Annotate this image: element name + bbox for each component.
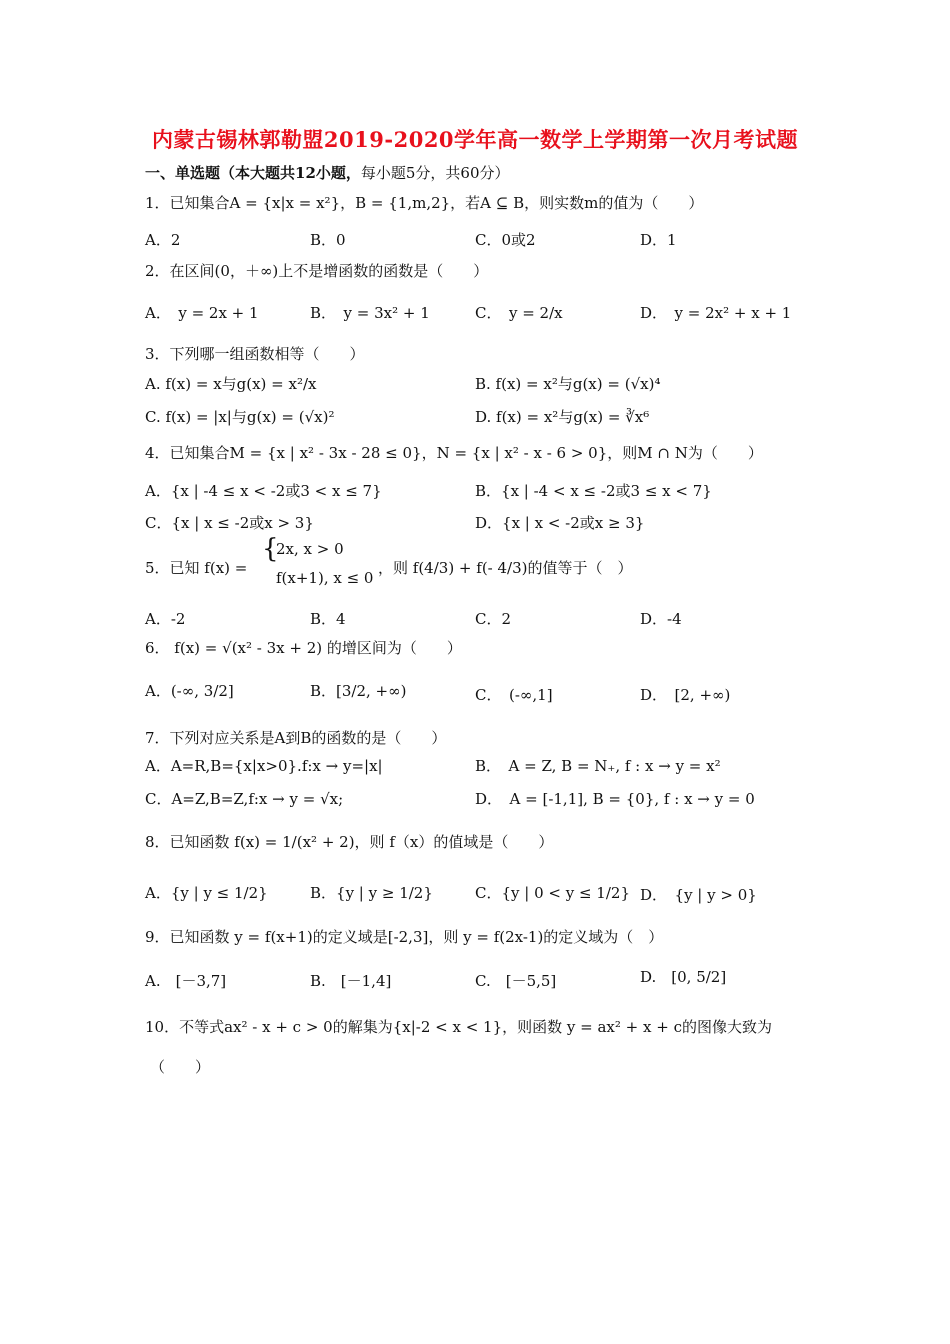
q9-option-d: D. [0, 5/2]	[640, 968, 727, 986]
q8-option-a: A．{y | y ≤ 1/2}	[145, 884, 268, 902]
question-10: 10．不等式ax² - x + c > 0的解集为{x|-2 < x < 1}，则函数 y = ax² + x + c的图像大致为	[145, 1018, 772, 1036]
section-heading	[145, 162, 510, 183]
question-8: 8．已知函数 f(x) = 1/(x² + 2)，则 f（x）的值域是（ ）	[145, 833, 554, 851]
q3-option-a: A. f(x) = x与g(x) = x²/x	[145, 375, 317, 393]
q1-option-c: C．0或2	[475, 231, 536, 249]
q5-piece-2: f(x+1), x ≤ 0	[276, 569, 374, 587]
q7-option-c: C．A=Z,B=Z,f:x → y = √x;	[145, 790, 344, 808]
q5-option-d: D．-4	[640, 610, 682, 628]
section-note-2: 每小题5分，共60分）	[360, 164, 510, 182]
q5-brace: {	[262, 534, 279, 564]
question-6: 6． f(x) = √(x² - 3x + 2) 的增区间为（ ）	[145, 639, 462, 657]
q5-option-c: C．2	[475, 610, 512, 628]
q9-option-b: B. [－1,4]	[310, 972, 392, 990]
q4-option-a: A．{x | -4 ≤ x < -2或3 < x ≤ 7}	[145, 482, 382, 500]
q6-option-b: B．[3/2, +∞)	[310, 682, 407, 700]
q2-option-d: D． y = 2x² + x + 1	[640, 304, 792, 322]
q6-option-a: A．(-∞, 3/2]	[145, 682, 234, 700]
q3-option-c: C. f(x) = |x|与g(x) = (√x)²	[145, 408, 335, 426]
q1-option-b: B．0	[310, 231, 346, 249]
q1-option-a: A．2	[145, 231, 181, 249]
section-title: 一、单选题	[145, 164, 221, 182]
q5-stem-start: 5．已知 f(x) =	[145, 559, 248, 577]
q6-option-c: C． (-∞,1]	[475, 686, 553, 704]
q2-option-b: B． y = 3x² + 1	[310, 304, 430, 322]
q7-option-b: B． A = Z, B = N₊, f : x → y = x²	[475, 757, 721, 775]
q6-option-d: D． [2, +∞)	[640, 686, 731, 704]
q5-option-a: A．-2	[145, 610, 186, 628]
question-5	[145, 557, 247, 578]
q5-stem-end: ，则 f(4/3) + f(- 4/3)的值等于（ ）	[378, 559, 633, 577]
q8-option-b: B．{y | y ≥ 1/2}	[310, 884, 433, 902]
question-10-answer-blank: （ ）	[150, 1058, 211, 1076]
q1-option-d: D．1	[640, 231, 677, 249]
question-9: 9．已知函数 y = f(x+1)的定义域是[-2,3]，则 y = f(2x-1)的定义域为（ ）	[145, 928, 664, 946]
q9-option-a: A. [－3,7]	[145, 972, 227, 990]
q4-option-c: C．{x | x ≤ -2或x > 3}	[145, 514, 314, 532]
q3-option-d: D. f(x) = x²与g(x) = ∛x⁶	[475, 408, 650, 426]
q8-option-c: C．{y | 0 < y ≤ 1/2}	[475, 884, 630, 902]
section-note: （本大题共12小题，	[220, 164, 361, 182]
q2-option-c: C． y = 2/x	[475, 304, 563, 322]
q7-option-a: A．A=R,B={x|x>0}.f:x → y=|x|	[145, 757, 383, 775]
q4-option-d: D．{x | x < -2或x ≥ 3}	[475, 514, 645, 532]
q3-option-b: B. f(x) = x²与g(x) = (√x)⁴	[475, 375, 661, 393]
question-1: 1．已知集合A = {x|x = x²}，B = {1,m,2}，若A ⊆ B，则实数m的值为（ ）	[145, 194, 704, 212]
q4-option-b: B．{x | -4 < x ≤ -2或3 ≤ x < 7}	[475, 482, 712, 500]
question-7: 7．下列对应关系是A到B的函数的是（ ）	[145, 729, 447, 747]
question-2: 2．在区间(0，＋∞)上不是增函数的函数是（ ）	[145, 262, 489, 280]
question-4: 4．已知集合M = {x | x² - 3x - 28 ≤ 0}，N = {x | x² - x - 6 > 0}，则M ∩ N为（ ）	[145, 444, 763, 462]
page-title: 内蒙古锡林郭勒盟2019-2020学年高一数学上学期第一次月考试题	[151, 127, 799, 152]
q9-option-c: C. [－5,5]	[475, 972, 557, 990]
q5-piece-1: 2x, x > 0	[276, 540, 344, 558]
q2-option-a: A． y = 2x + 1	[145, 304, 259, 322]
question-3: 3．下列哪一组函数相等（ ）	[145, 345, 365, 363]
q5-option-b: B．4	[310, 610, 346, 628]
q8-option-d: D． {y | y > 0}	[640, 886, 757, 904]
q7-option-d: D． A = [-1,1], B = {0}, f : x → y = 0	[475, 790, 755, 808]
